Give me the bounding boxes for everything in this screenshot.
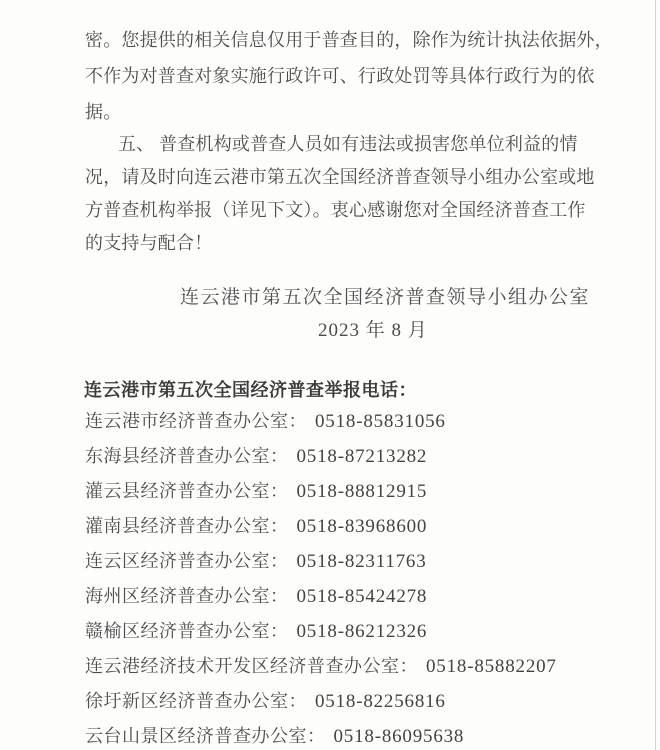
phone-number: 0518-87213282 (296, 446, 428, 467)
paragraph-line: 方普查机构举报（详见下文）。衷心感谢您对全国经济普查工作 (85, 200, 586, 220)
phone-number: 0518-85424278 (296, 586, 428, 607)
phone-number: 0518-85882207 (426, 656, 557, 677)
phone-number: 0518-86095638 (333, 726, 465, 747)
hotline-row (85, 649, 625, 684)
phone-number: 0518-88812915 (296, 481, 428, 502)
office-label: 灌云县经济普查办公室： (85, 481, 289, 501)
hotline-row (85, 719, 625, 750)
hotline-section-heading: 连云港市第五次全国经济普查举报电话： (84, 380, 417, 400)
office-label: 东海县经济普查办公室： (85, 446, 289, 466)
document-date: 2023 年 8 月 (318, 320, 428, 341)
confidentiality-paragraph (85, 22, 613, 130)
hotline-row (85, 579, 625, 614)
office-label: 连云区经济普查办公室： (85, 551, 289, 571)
phone-number: 0518-86212326 (296, 621, 428, 642)
office-label: 灌南县经济普查办公室： (85, 516, 289, 536)
paragraph-line: 密。您提供的相关信息仅用于普查目的，除作为统计执法依据外， (85, 30, 613, 50)
phone-number: 0518-85831056 (315, 411, 446, 432)
hotline-list (85, 404, 625, 750)
page-edge-line (655, 0, 656, 750)
office-label: 连云港市经济普查办公室： (85, 411, 307, 431)
hotline-row (85, 684, 625, 719)
hotline-row (85, 404, 625, 439)
office-label: 海州区经济普查办公室： (85, 586, 289, 606)
paragraph-line: 况，请及时向连云港市第五次全国经济普查领导小组办公室或地 (85, 167, 595, 187)
hotline-row (85, 509, 625, 544)
office-label: 云台山景区经济普查办公室： (85, 726, 326, 746)
paragraph-line: 的支持与配合！ (85, 233, 213, 253)
paragraph-line: 据。 (85, 102, 122, 122)
office-label: 连云港经济技术开发区经济普查办公室： (85, 656, 418, 676)
paragraph-line: 不作为对普查对象实施行政许可、行政处罚等具体行政行为的依 (85, 66, 595, 86)
hotline-row (85, 614, 625, 649)
phone-number: 0518-83968600 (296, 516, 428, 537)
phone-number: 0518-82256816 (315, 691, 446, 712)
office-label: 徐圩新区经济普查办公室： (85, 691, 307, 711)
report-violations-paragraph (85, 128, 609, 260)
phone-number: 0518-82311763 (296, 551, 427, 572)
office-label: 赣榆区经济普查办公室： (85, 621, 289, 641)
hotline-row (85, 474, 625, 509)
hotline-row (85, 439, 625, 474)
paragraph-line: 五、 普查机构或普查人员如有违法或损害您单位利益的情 (118, 134, 578, 154)
signature-office-name: 连云港市第五次全国经济普查领导小组办公室 (179, 287, 590, 308)
hotline-row (85, 544, 625, 579)
